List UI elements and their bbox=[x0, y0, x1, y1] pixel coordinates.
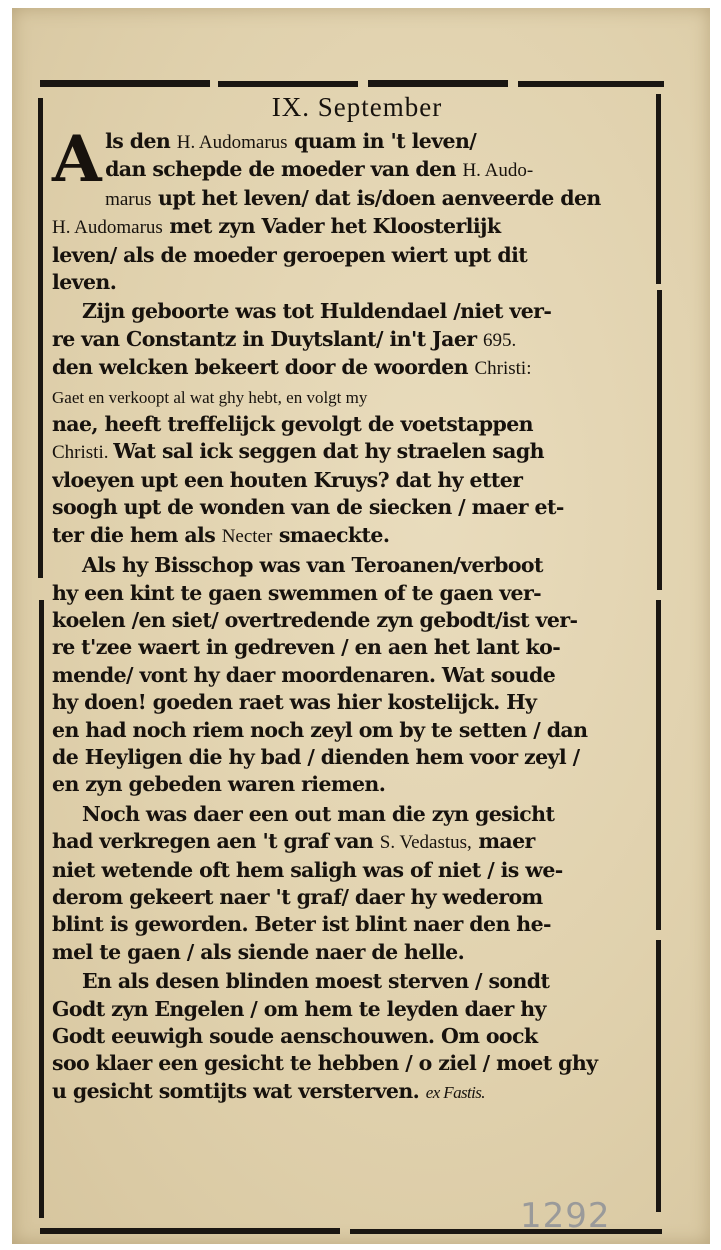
paragraph-2 bbox=[52, 298, 662, 550]
text-segment: Noch was daer een out man die zyn gesicht bbox=[82, 801, 555, 826]
text-segment: Zijn geboorte was tot Huldendael /niet ver- bbox=[82, 299, 552, 324]
text-segment: Als hy Bisschop was van Teroanen/verboot bbox=[82, 553, 543, 578]
text-line bbox=[52, 242, 662, 269]
page-title: IX. September bbox=[271, 92, 443, 122]
text-segment: Christi. bbox=[52, 442, 114, 464]
top-rule-3 bbox=[368, 80, 508, 87]
text-line bbox=[52, 607, 662, 634]
text-segment: hy een kint te gaen swemmen of te gaen ver- bbox=[52, 580, 542, 605]
text-line bbox=[105, 185, 662, 213]
text-line bbox=[52, 801, 662, 828]
text-segment: ls den bbox=[105, 129, 177, 153]
text-segment: Wat sal ick seggen dat hy straelen sagh bbox=[113, 439, 544, 464]
text-line bbox=[52, 467, 662, 494]
text-segment: Godt eeuwigh soude aenschouwen. Om oock bbox=[52, 1024, 538, 1048]
paragraph-1 bbox=[52, 122, 662, 296]
text-line bbox=[52, 438, 662, 466]
text-line bbox=[52, 1078, 662, 1106]
text-segment: re van Constantz in Duytslant/ in't Jaer bbox=[52, 326, 483, 351]
text-line bbox=[105, 128, 662, 156]
text-segment: H. Audomarus bbox=[52, 217, 163, 239]
text-line bbox=[52, 634, 662, 661]
top-rule-2 bbox=[218, 81, 358, 87]
bottom-rule-2 bbox=[350, 1229, 662, 1234]
text-line bbox=[52, 269, 662, 296]
text-segment: u gesicht somtijts wat versterven. bbox=[52, 1078, 426, 1103]
drop-cap: A bbox=[52, 122, 102, 197]
paragraph-3 bbox=[52, 552, 662, 799]
text-segment: koelen /en siet/ overtredende zyn gebodt/ist ver- bbox=[52, 607, 578, 632]
text-line bbox=[52, 494, 662, 521]
top-rule-1 bbox=[40, 80, 210, 87]
text-line bbox=[52, 996, 662, 1023]
left-rule-1 bbox=[38, 98, 43, 578]
text-segment: S. Vedastus, bbox=[379, 832, 472, 854]
text-segment: ex Fastis. bbox=[425, 1082, 485, 1102]
text-line bbox=[52, 1050, 662, 1077]
text-segment: smaeckte. bbox=[272, 522, 390, 547]
text-segment: mende/ vont hy daer moordenaren. Wat soude bbox=[52, 662, 556, 687]
text-segment: Christi: bbox=[474, 358, 532, 380]
text-segment: dan schepde de moeder van den bbox=[105, 157, 463, 182]
text-line bbox=[52, 326, 662, 354]
text-segment: hy doen! goeden raet was hier kostelijck. Hy bbox=[52, 690, 537, 715]
text-line bbox=[52, 771, 662, 798]
text-line bbox=[105, 156, 662, 184]
text-line bbox=[52, 968, 662, 995]
text-line bbox=[52, 744, 662, 771]
text-line bbox=[52, 662, 662, 689]
text-segment: mel te gaen / als siende naer de helle. bbox=[52, 939, 465, 964]
text-line bbox=[52, 411, 662, 438]
text-segment: leven/ als de moeder geroepen wiert upt dit bbox=[52, 242, 528, 267]
left-rule-2 bbox=[39, 600, 44, 1218]
text-segment: met zyn Vader het Kloosterlijk bbox=[162, 214, 501, 239]
text-segment: maer bbox=[471, 829, 535, 854]
bottom-rule-1 bbox=[40, 1228, 340, 1234]
text-segment: de Heyligen die hy bad / dienden hem voor zeyl / bbox=[52, 744, 580, 769]
text-segment: Necter bbox=[221, 525, 273, 547]
text-segment: Godt zyn Engelen / om hem te leyden daer hy bbox=[52, 996, 546, 1021]
text-segment: den welcken bekeert door de woorden bbox=[52, 355, 475, 380]
text-line bbox=[52, 939, 662, 966]
text-segment: en had noch riem noch zeyl om by te setten / dan bbox=[52, 717, 588, 742]
text-line bbox=[52, 689, 662, 716]
text-segment: blint is geworden. Beter ist blint naer den he- bbox=[52, 912, 551, 937]
text-segment: derom gekeert naer 't graf/ daer hy wederom bbox=[52, 884, 543, 909]
text-segment: nae, heeft treffelijck gevolgt de voetstappen bbox=[52, 412, 533, 437]
text-segment: soogh upt de wonden van de siecken / maer et- bbox=[52, 495, 564, 520]
text-line bbox=[52, 580, 662, 607]
text-segment: leven. bbox=[52, 270, 117, 295]
text-segment: ter die hem als bbox=[52, 522, 222, 547]
text-line bbox=[52, 717, 662, 744]
text-line bbox=[52, 911, 662, 938]
text-segment: re t'zee waert in gedreven / en aen het lant ko- bbox=[52, 635, 561, 660]
pencil-annotation: 1292 bbox=[520, 1196, 611, 1236]
text-segment: soo klaer een gesicht te hebben / o ziel / moet ghy bbox=[52, 1051, 598, 1076]
text-segment: had verkregen aen 't graf van bbox=[52, 829, 380, 854]
text-segment: marus bbox=[105, 188, 152, 210]
top-rule-4 bbox=[518, 81, 664, 87]
text-line bbox=[52, 884, 662, 911]
text-segment: vloeyen upt een houten Kruys? dat hy etter bbox=[52, 467, 523, 492]
text-segment: H. Audomarus bbox=[176, 132, 288, 153]
text-line bbox=[52, 857, 662, 884]
text-line bbox=[52, 522, 662, 550]
text-segment: Gaet en verkoopt al wat ghy hebt, en volgt my bbox=[52, 387, 368, 407]
text-segment: quam in 't leven/ bbox=[287, 129, 477, 153]
text-line bbox=[52, 213, 662, 241]
text-line bbox=[52, 354, 662, 382]
text-segment: 695. bbox=[483, 329, 517, 351]
text-line bbox=[52, 552, 662, 579]
text-segment: En als desen blinden moest sterven / sondt bbox=[82, 969, 550, 994]
text-segment: upt het leven/ dat is/doen aenveerde den bbox=[151, 185, 601, 210]
text-line bbox=[52, 1023, 662, 1050]
text-line bbox=[52, 828, 662, 856]
text-block bbox=[52, 92, 662, 1106]
text-line bbox=[52, 298, 662, 325]
text-segment: H. Audo- bbox=[462, 160, 534, 182]
text-line bbox=[52, 383, 662, 411]
text-segment: niet wetende oft hem saligh was of niet / is we- bbox=[52, 857, 563, 882]
paragraph-4 bbox=[52, 801, 662, 966]
text-segment: en zyn gebeden waren riemen. bbox=[52, 772, 386, 797]
paragraph-5 bbox=[52, 968, 662, 1106]
